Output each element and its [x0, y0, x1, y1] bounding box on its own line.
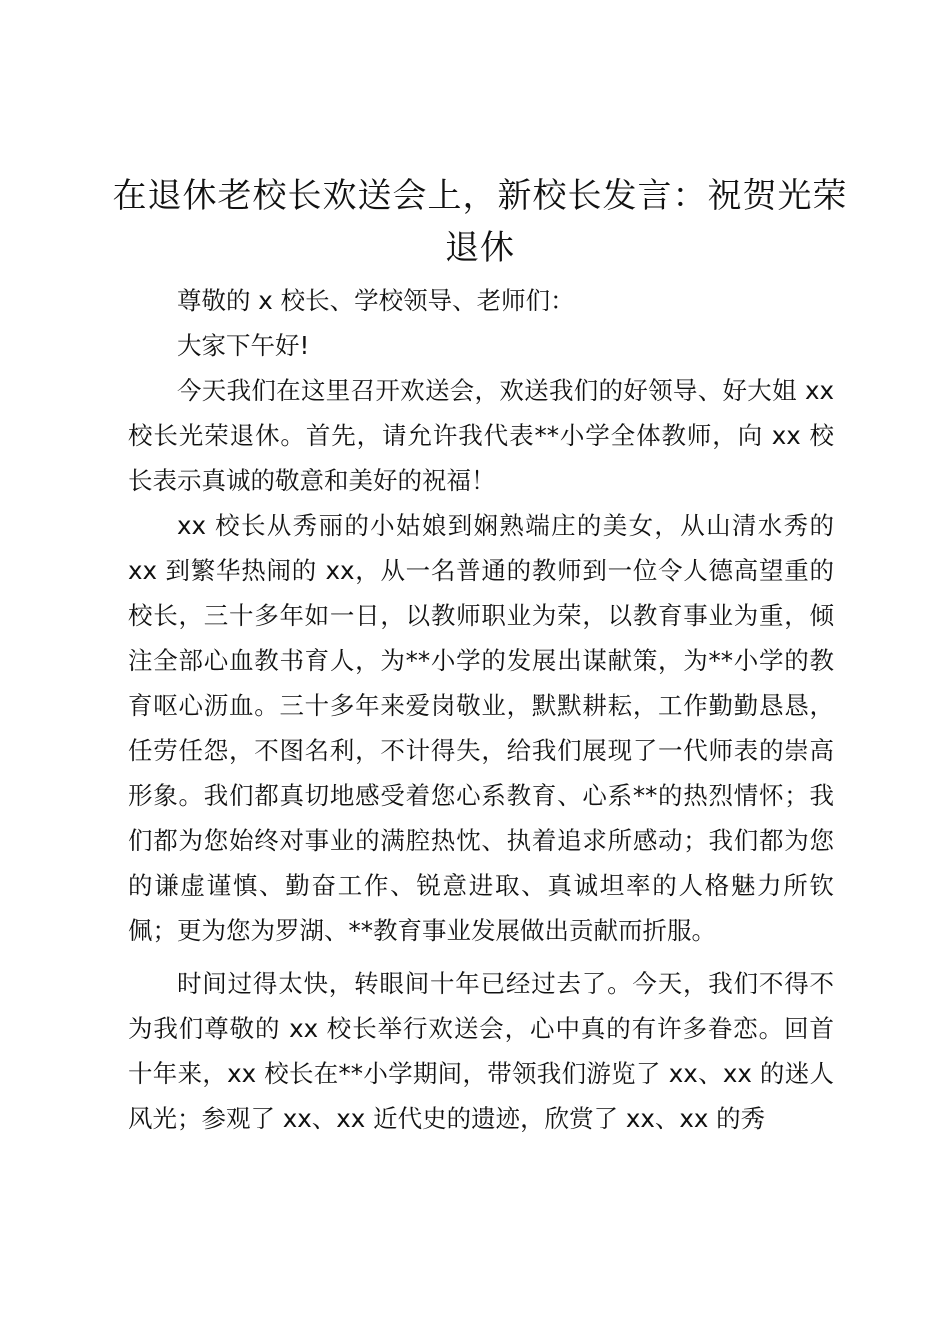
opening-paragraph: 今天我们在这里召开欢送会，欢送我们的好领导、好大姐 xx 校长光荣退休。首先，请允许我代表**小学全体教师，向 xx 校长表示真诚的敬意和美好的祝福！ — [128, 376, 834, 495]
memories-paragraph: 时间过得太快，转眼间十年已经过去了。今天，我们不得不为我们尊敬的 xx 校长举行欢送会，心中真的有许多眷恋。回首十年来，xx 校长在**小学期间，带领我们游览了 xx、xx 的迷人风光；参观了 xx、xx 近代史的遗迹，欣赏了 xx、xx 的秀 — [128, 969, 834, 1133]
tribute-paragraph: xx 校长从秀丽的小姑娘到娴熟端庄的美女，从山清水秀的 xx 到繁华热闹的 xx，从一名普通的教师到一位令人德高望重的校长，三十多年如一日，以教师职业为荣，以教育事业为重，倾注全部心血教书育人，为**小学的发展出谋献策，为**小学的教育呕心沥血。三十多年来爱岗敬业，默默耕耘，工作勤勤恳恳，任劳任怨，不图名利，不计得失，给我们展现了一代师表的崇高形象。我们都真切地感受着您心系教育、心系**的热烈情怀；我们都为您始终对事业的满腔热忱、执着追求所感动；我们都为您的谦虚谨慎、勤奋工作、锐意进取、真诚坦率的人格魅力所钦佩；更为您为罗湖、**教育事业发展做出贡献而折服。 — [128, 511, 834, 945]
document-title: 在退休老校长欢送会上，新校长发言：祝贺光荣退休 — [112, 176, 848, 268]
greeting-paragraph: 大家下午好! — [177, 331, 310, 360]
document-body — [128, 278, 834, 1141]
salutation-paragraph: 尊敬的 x 校长、学校领导、老师们： — [177, 286, 575, 315]
